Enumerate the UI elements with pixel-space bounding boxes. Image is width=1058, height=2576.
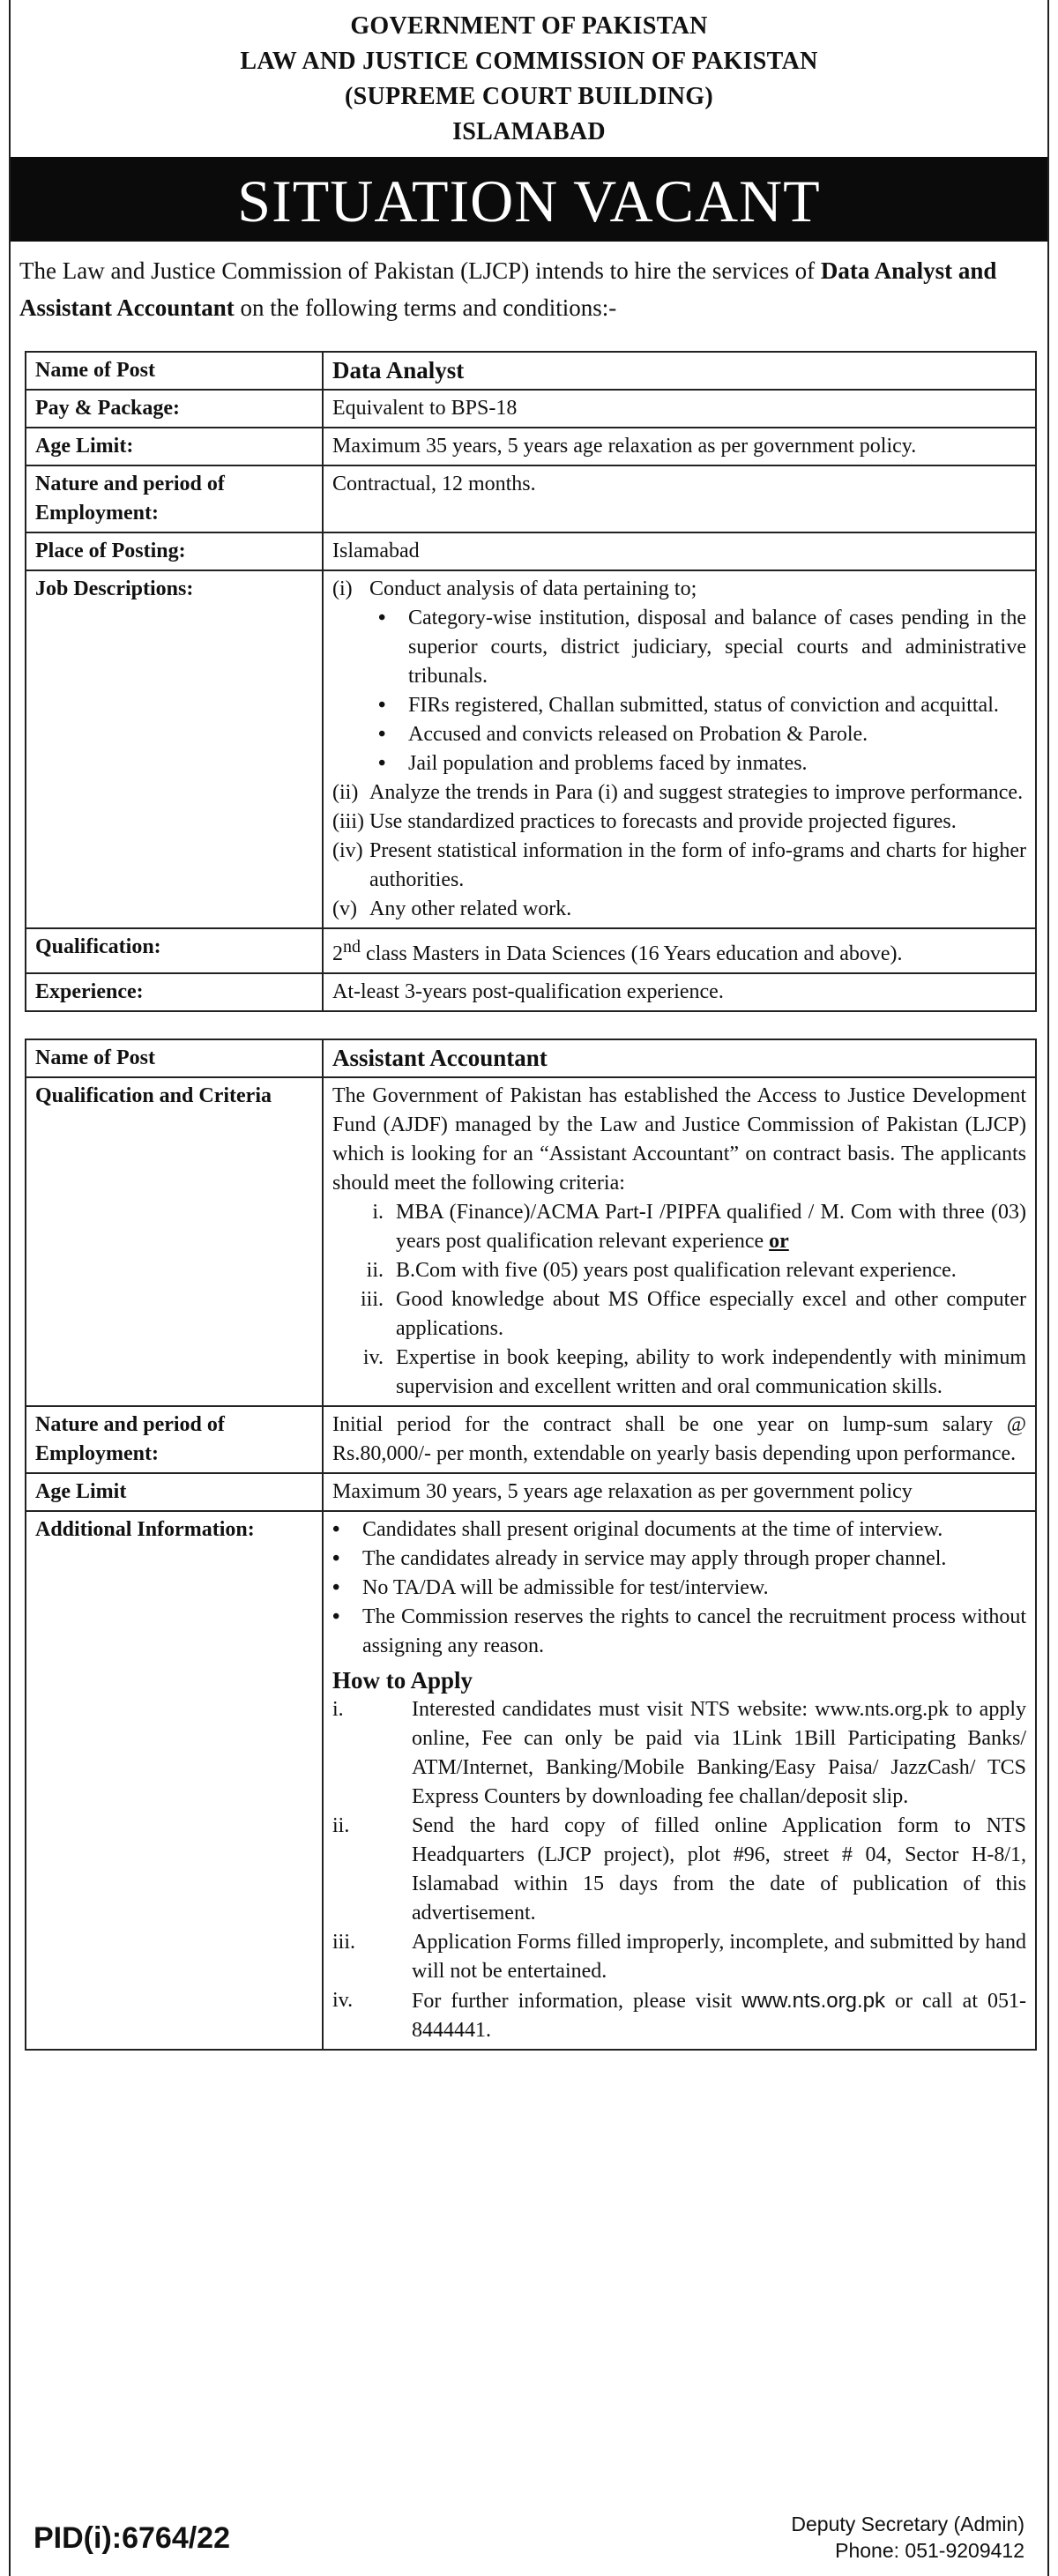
list-item: (i) Conduct analysis of data pertaining to;	[332, 577, 697, 600]
table-row	[26, 1473, 1036, 1511]
pid-number: PID(i):6764/22	[34, 2521, 230, 2555]
row-key: Nature and period of Employment:	[26, 1406, 323, 1473]
bullet-icon: •	[332, 1605, 340, 1628]
table-row	[26, 532, 1036, 570]
bullet-icon: •	[378, 723, 386, 746]
assistant-accountant-table	[25, 1039, 1037, 2051]
row-key: Name of Post	[26, 1039, 323, 1077]
list-item: i. Interested candidates must visit NTS website: www.nts.org.pk to apply online, Fee can only be paid via 1Link 1Bill Participating Banks/ ATM/Internet, Banking/Mobile Banking/Easy Paisa/ JazzCash/ TCS Express Counters by downloading fee challan/deposit slip.	[332, 1698, 1026, 1808]
intro-text-2: on the following terms and conditions:-	[234, 294, 617, 321]
table-row	[26, 928, 1036, 973]
table-row	[26, 1406, 1036, 1473]
list-item: • Category-wise institution, disposal and balance of cases pending in the superior courts, district judiciary, special courts and administrative tribunals.	[378, 604, 1026, 691]
data-analyst-table	[25, 351, 1037, 1012]
bullet-icon: •	[332, 1547, 340, 1570]
intro-posts: Data Analyst and Assistant Accountant	[19, 257, 997, 321]
row-key: Experience:	[26, 973, 323, 1011]
list-item: • The candidates already in service may apply through proper channel.	[332, 1545, 1026, 1574]
row-key: Age Limit	[26, 1473, 323, 1511]
row-value: Contractual, 12 months.	[323, 465, 1036, 532]
row-key: Job Descriptions:	[26, 570, 323, 928]
table-row	[26, 1511, 1036, 2050]
table-row	[26, 465, 1036, 532]
row-value: Assistant Accountant	[323, 1039, 1036, 1077]
row-value: 2nd class Masters in Data Sciences (16 Years education and above).	[323, 928, 1036, 973]
header-line-1: GOVERNMENT OF PAKISTAN	[350, 12, 708, 40]
header	[11, 0, 1047, 150]
bullet-icon: •	[378, 694, 386, 717]
row-value: Islamabad	[323, 532, 1036, 570]
table-row	[26, 1077, 1036, 1406]
bullet-icon: •	[332, 1518, 340, 1541]
row-key: Additional Information:	[26, 1511, 323, 2050]
row-key: Pay & Package:	[26, 390, 323, 428]
table-row	[26, 973, 1036, 1011]
row-key: Qualification:	[26, 928, 323, 973]
table-row	[26, 570, 1036, 928]
additional-information	[323, 1511, 1036, 2050]
table-row	[26, 428, 1036, 465]
list-item: ii. B.Com with five (05) years post qualification relevant experience.	[366, 1259, 957, 1282]
row-value: Equivalent to BPS-18	[323, 390, 1036, 428]
header-line-2: LAW AND JUSTICE COMMISSION OF PAKISTAN	[240, 48, 818, 75]
row-key: Qualification and Criteria	[26, 1077, 323, 1406]
header-line-4: ISLAMABAD	[452, 118, 606, 145]
footer	[25, 2505, 1033, 2576]
list-item: iv. Expertise in book keeping, ability to work independently with minimum supervision and excellent written and oral communication skills.	[362, 1346, 1026, 1398]
row-key: Place of Posting:	[26, 532, 323, 570]
list-item: (ii) Analyze the trends in Para (i) and suggest strategies to improve performance.	[332, 781, 1024, 804]
intro-paragraph	[11, 242, 1047, 326]
header-line-3: (SUPREME COURT BUILDING)	[345, 83, 713, 110]
list-item: (iv) Present statistical information in the form of info-grams and charts for higher authorities.	[332, 839, 1026, 891]
row-value: Maximum 35 years, 5 years age relaxation as per government policy.	[323, 428, 1036, 465]
table-row	[26, 352, 1036, 390]
advertisement-page	[9, 0, 1049, 2576]
row-key: Nature and period of Employment:	[26, 465, 323, 532]
nts-website-link[interactable]: www.nts.org.pk	[741, 1989, 886, 2013]
list-item: i. MBA (Finance)/ACMA Part-I /PIPFA qualified / M. Com with three (03) years post qualification relevant experience or	[372, 1201, 1026, 1253]
row-value: Initial period for the contract shall be one year on lump-sum salary @ Rs.80,000/- per month, extendable on yearly basis depending upon performance.	[323, 1406, 1036, 1473]
table-row	[26, 390, 1036, 428]
list-item: iii. Application Forms filled improperly, incomplete, and submitted by hand will not be entertained.	[332, 1931, 1026, 1983]
bullet-icon: •	[378, 607, 386, 629]
row-key: Age Limit:	[26, 428, 323, 465]
signature-block	[791, 2511, 1024, 2564]
bullet-icon: •	[378, 752, 386, 775]
list-item: • No TA/DA will be admissible for test/interview.	[332, 1574, 1026, 1603]
row-key: Name of Post	[26, 352, 323, 390]
row-value: Maximum 30 years, 5 years age relaxation as per government policy	[323, 1473, 1036, 1511]
intro-text-1: The Law and Justice Commission of Pakistan (LJCP) intends to hire the services of	[19, 257, 821, 284]
list-item: iii. Good knowledge about MS Office especially excel and other computer applications.	[360, 1288, 1026, 1340]
signatory-title: Deputy Secretary (Admin)	[791, 2513, 1024, 2535]
list-item: (iii) Use standardized practices to forecasts and provide projected figures.	[332, 810, 957, 833]
list-item: • Candidates shall present original documents at the time of interview.	[332, 1515, 1026, 1545]
criteria-intro: The Government of Pakistan has established the Access to Justice Development Fund (AJDF) managed by the Law and Justice Commission of Pakistan (LJCP) which is looking for an “Assistant Accountant” on contract basis. The applicants should meet the following criteria:	[332, 1084, 1026, 1195]
list-item: iv. For further information, please visit www.nts.org.pk or call at 051-8444441.	[332, 1989, 1026, 2042]
job-descriptions	[323, 570, 1036, 928]
list-item: • FIRs registered, Challan submitted, status of conviction and acquittal.	[378, 691, 1026, 720]
qualification-criteria	[323, 1077, 1036, 1406]
list-item: • Jail population and problems faced by inmates.	[378, 749, 1026, 778]
signatory-phone: Phone: 051-9209412	[835, 2539, 1024, 2562]
list-item: (v) Any other related work.	[332, 897, 572, 920]
list-item: • Accused and convicts released on Probation & Parole.	[378, 720, 1026, 749]
how-to-apply-heading: How to Apply	[332, 1667, 473, 1694]
list-item: ii. Send the hard copy of filled online Application form to NTS Headquarters (LJCP project), plot #96, street # 04, Sector H-8/1, Islamabad within 15 days from the date of publication of this advertisement.	[332, 1814, 1026, 1925]
row-value: At-least 3-years post-qualification experience.	[323, 973, 1036, 1011]
list-item: • The Commission reserves the rights to cancel the recruitment process without assigning any reason.	[332, 1603, 1026, 1661]
bullet-icon: •	[332, 1576, 340, 1599]
table-row	[26, 1039, 1036, 1077]
situation-vacant-banner: SITUATION VACANT	[11, 157, 1047, 242]
row-value: Data Analyst	[323, 352, 1036, 390]
